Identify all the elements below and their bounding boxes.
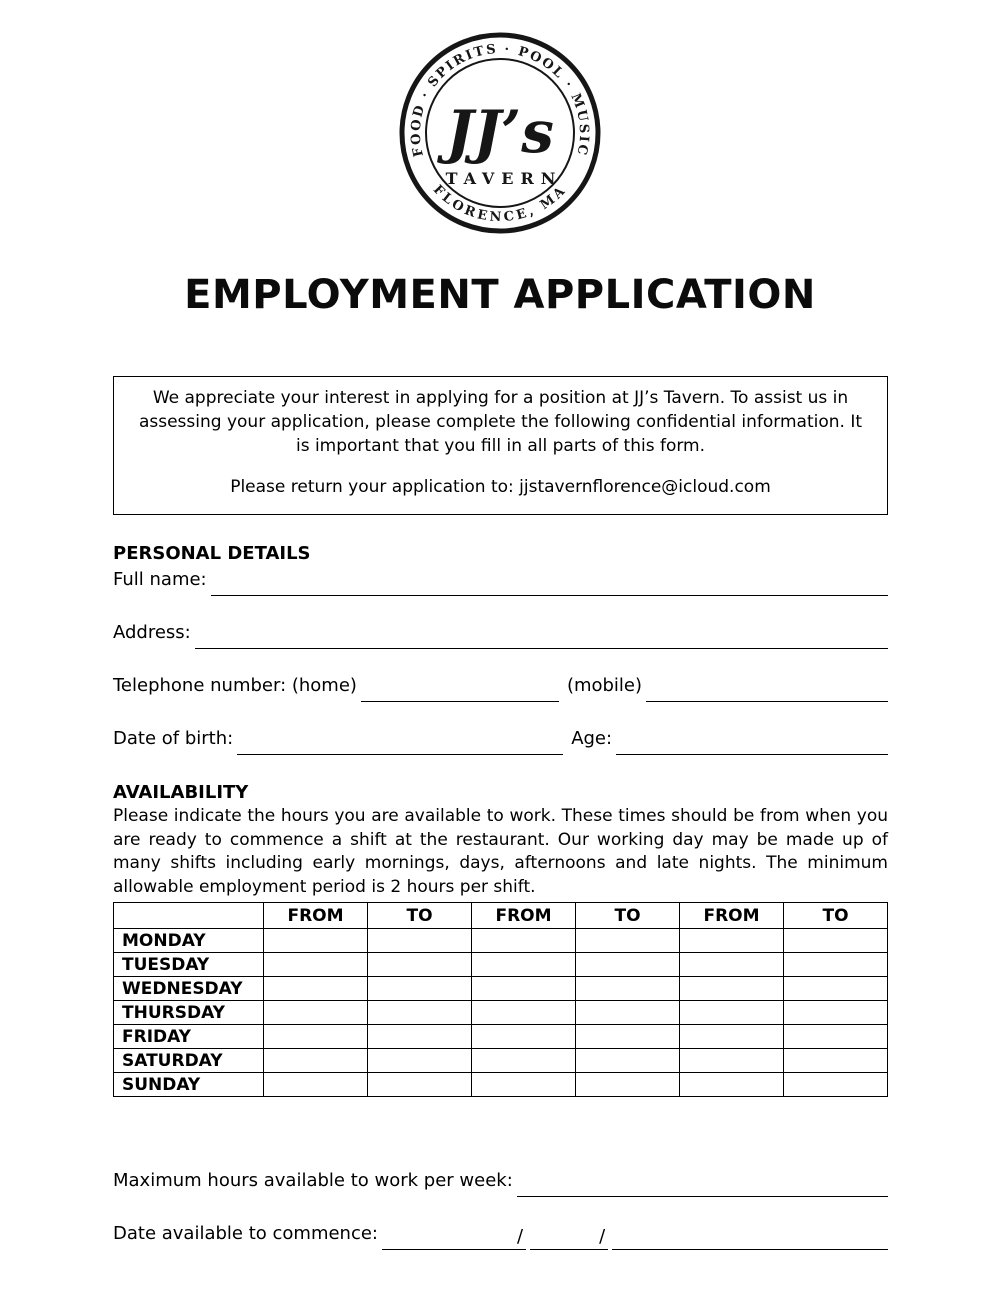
commence-date-label: Date available to commence: [113,1223,378,1244]
availability-table-header-row [114,903,888,929]
time-cell[interactable] [368,1001,472,1025]
max-hours-input-line[interactable] [517,1167,888,1197]
commence-day-input-line[interactable] [382,1220,514,1250]
time-cell[interactable] [784,1049,888,1073]
jjs-tavern-logo [395,28,605,238]
time-cell[interactable] [264,953,368,977]
form-body [113,543,888,1250]
age-input-line[interactable] [616,725,888,755]
dob-label: Date of birth: [113,728,234,749]
time-cell[interactable] [264,1049,368,1073]
availability-instructions: Please indicate the hours you are available to work. These times should be from when you are ready to commence a shift at the restaurant. Our working day may be made up of many shifts including early mornings, days, afternoons and late nights. The minimum allowable employment period is 2 hours per shift. [113,806,888,897]
mobile-label: (mobile) [566,675,643,696]
return-instruction: Please return your application to: jjstavernflorence@icloud.com [230,477,771,497]
time-cell[interactable] [680,929,784,953]
time-cell[interactable] [784,929,888,953]
address-row [113,619,888,649]
day-label: WEDNESDAY [114,977,264,1001]
time-cell[interactable] [576,1049,680,1073]
time-cell[interactable] [368,953,472,977]
full-name-input-line[interactable] [211,566,888,596]
full-name-row [113,566,888,596]
time-cell[interactable] [680,977,784,1001]
table-row-sunday [114,1073,888,1097]
time-cell[interactable] [784,977,888,1001]
to-column-header: TO [784,903,888,929]
time-cell[interactable] [576,1025,680,1049]
time-cell[interactable] [368,1049,472,1073]
time-cell[interactable] [368,1073,472,1097]
commence-year-input-line[interactable] [612,1220,888,1250]
page-title: EMPLOYMENT APPLICATION [184,272,816,318]
time-cell[interactable] [680,1073,784,1097]
time-cell[interactable] [264,929,368,953]
address-input-line[interactable] [195,619,888,649]
time-cell[interactable] [576,1073,680,1097]
time-cell[interactable] [576,929,680,953]
age-label: Age: [571,728,613,749]
time-cell[interactable] [680,1001,784,1025]
time-cell[interactable] [784,1025,888,1049]
time-cell[interactable] [472,1001,576,1025]
time-cell[interactable] [472,1025,576,1049]
logo-bottom-arc-text: FLORENCE, MA [429,182,571,226]
time-cell[interactable] [472,929,576,953]
date-slash: / [596,1226,608,1250]
intro-box [113,376,888,515]
table-row-saturday [114,1049,888,1073]
time-cell[interactable] [472,1049,576,1073]
availability-table [113,902,888,1097]
table-row-monday [114,929,888,953]
logo-container [0,0,1000,238]
time-cell[interactable] [472,977,576,1001]
availability-heading: AVAILABILITY [113,782,249,803]
full-name-label: Full name: [113,569,207,590]
time-cell[interactable] [680,1049,784,1073]
date-slash: / [514,1226,526,1250]
time-cell[interactable] [472,953,576,977]
dob-row [113,725,888,755]
time-cell[interactable] [680,1025,784,1049]
day-column-header [114,903,264,929]
table-row-friday [114,1025,888,1049]
time-cell[interactable] [576,1001,680,1025]
max-hours-label: Maximum hours available to work per week: [113,1170,513,1191]
day-label: TUESDAY [114,953,264,977]
time-cell[interactable] [264,1025,368,1049]
personal-details-heading: PERSONAL DETAILS [113,543,311,564]
day-label: SUNDAY [114,1073,264,1097]
max-hours-row [113,1167,888,1197]
day-label: THURSDAY [114,1001,264,1025]
time-cell[interactable] [368,929,472,953]
day-label: MONDAY [114,929,264,953]
telephone-row [113,672,888,702]
table-row-thursday [114,1001,888,1025]
commence-date-row [113,1220,888,1250]
time-cell[interactable] [784,1073,888,1097]
intro-paragraph: We appreciate your interest in applying for a position at JJ’s Tavern. To assist us in assessing your application, please complete the following confidential information. It is important that you fill in all parts of this form. [138,388,863,456]
time-cell[interactable] [264,977,368,1001]
commence-month-input-line[interactable] [530,1220,596,1250]
dob-input-line[interactable] [237,725,563,755]
time-cell[interactable] [680,953,784,977]
address-label: Address: [113,622,191,643]
table-row-wednesday [114,977,888,1001]
to-column-header: TO [368,903,472,929]
logo-tavern-name: TAVERN [445,169,563,188]
time-cell[interactable] [472,1073,576,1097]
day-label: SATURDAY [114,1049,264,1073]
from-column-header: FROM [472,903,576,929]
time-cell[interactable] [576,977,680,1001]
from-column-header: FROM [264,903,368,929]
time-cell[interactable] [784,953,888,977]
time-cell[interactable] [576,953,680,977]
logo-top-arc-text: FOOD · SPIRITS · POOL · MUSIC [408,41,592,159]
time-cell[interactable] [264,1001,368,1025]
time-cell[interactable] [264,1073,368,1097]
time-cell[interactable] [784,1001,888,1025]
home-phone-input-line[interactable] [361,672,559,702]
table-row-tuesday [114,953,888,977]
time-cell[interactable] [368,977,472,1001]
day-label: FRIDAY [114,1025,264,1049]
telephone-home-label: Telephone number: (home) [113,675,357,696]
time-cell[interactable] [368,1025,472,1049]
logo-monogram: JJ’s [446,98,554,166]
mobile-phone-input-line[interactable] [646,672,888,702]
from-column-header: FROM [680,903,784,929]
to-column-header: TO [576,903,680,929]
